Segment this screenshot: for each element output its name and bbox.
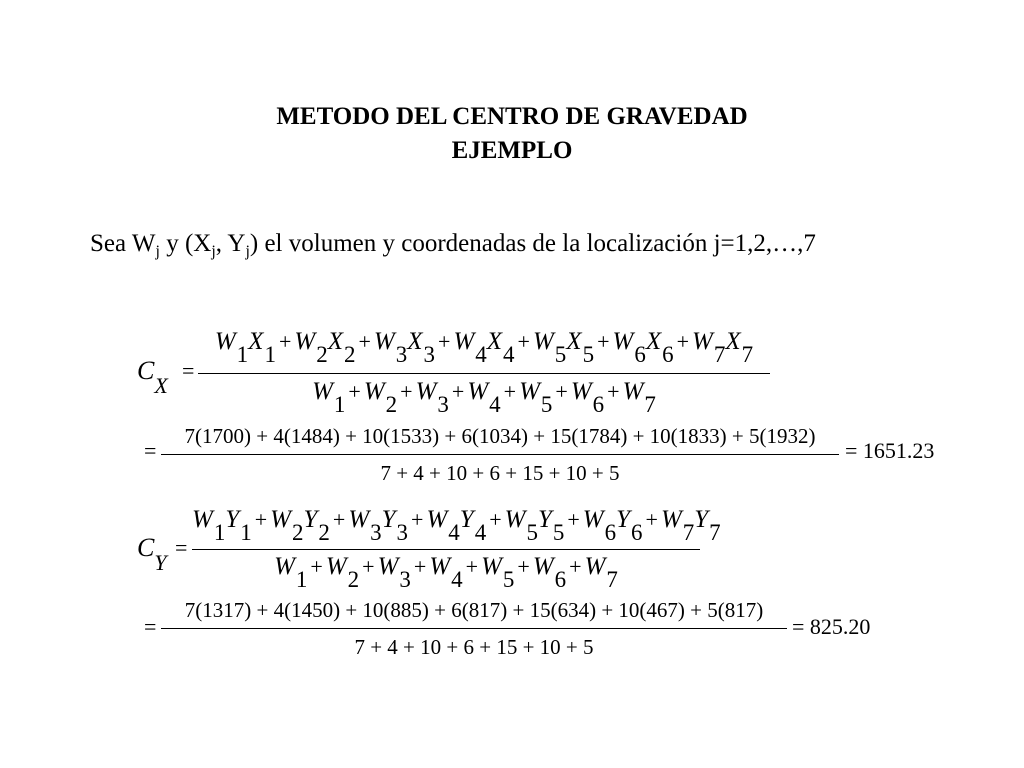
cy-denominator-term	[325, 553, 360, 592]
intro-sea: Sea W	[90, 230, 156, 257]
subscript-index: 4	[475, 342, 487, 367]
cy-denominator-term	[584, 553, 618, 592]
subscript-index: 2	[316, 342, 328, 367]
cy-denominator-term	[481, 553, 515, 592]
subscript-index: 6	[604, 520, 617, 545]
plus-sign: +	[607, 379, 620, 404]
cy-numerator-term	[504, 506, 565, 545]
plus-sign: +	[645, 507, 658, 532]
cy-numerator-term	[348, 506, 409, 545]
variable-w: W	[481, 553, 502, 580]
plus-sign: +	[569, 554, 582, 579]
subscript-index: 4	[489, 392, 501, 417]
subscript-index: 2	[343, 342, 356, 367]
subscript-index: 3	[370, 520, 382, 545]
variable-w: W	[274, 553, 295, 580]
subscript-index: 5	[552, 520, 565, 545]
subscript-index: 2	[291, 520, 304, 545]
variable-coordinate: Y	[303, 506, 318, 533]
intro-sentence	[90, 230, 816, 261]
variable-coordinate: X	[566, 328, 582, 355]
variable-coordinate: X	[645, 328, 662, 355]
variable-w: W	[584, 553, 606, 580]
plus-sign: +	[438, 329, 451, 354]
subscript-index: 3	[396, 520, 409, 545]
subscript-index: 7	[606, 567, 618, 592]
cx-equals: =	[182, 358, 195, 383]
cx-numerator-term	[692, 328, 754, 367]
intro-sub-x: j	[211, 243, 216, 260]
variable-w: W	[582, 506, 604, 533]
variable-w: W	[312, 378, 333, 405]
cx-denominator-term	[363, 378, 398, 417]
plus-sign: +	[358, 329, 371, 354]
subscript-index: 1	[264, 342, 276, 367]
cx-den-terms	[312, 378, 656, 417]
cx-denominator	[198, 378, 770, 417]
variable-w: W	[570, 378, 592, 405]
cx-denominator-term	[415, 378, 449, 417]
variable-w: W	[377, 553, 399, 580]
subscript-index: 7	[644, 392, 656, 417]
plus-sign: +	[465, 554, 479, 579]
subscript-index: 2	[347, 567, 360, 592]
variable-coordinate: X	[725, 328, 741, 355]
plus-sign: +	[567, 507, 580, 532]
subscript-index: 4	[448, 520, 460, 545]
cx-numerator-term	[532, 328, 595, 367]
cy-fraction-bar	[192, 549, 700, 550]
cx-numerator-term	[214, 328, 276, 367]
variable-coordinate: Y	[537, 506, 552, 533]
plus-sign: +	[489, 507, 502, 532]
cx-denominator-term	[622, 378, 656, 417]
cy-denominator-term	[429, 553, 463, 592]
subscript-index: 7	[682, 520, 695, 545]
subscript-index: 6	[554, 567, 567, 592]
variable-w: W	[660, 506, 682, 533]
intro-comma: , Y	[215, 230, 246, 257]
subscript-index: 1	[236, 342, 249, 367]
cy-label-c: C	[137, 533, 155, 562]
subscript-index: 5	[502, 567, 515, 592]
variable-w: W	[612, 328, 634, 355]
variable-w: W	[692, 328, 713, 355]
variable-w: W	[519, 378, 540, 405]
variable-w: W	[192, 506, 213, 533]
cy-den-terms	[274, 553, 618, 592]
plus-sign: +	[254, 507, 268, 532]
cy-den-values: 7 + 4 + 10 + 6 + 15 + 10 + 5	[354, 635, 594, 659]
subscript-index: 3	[399, 567, 411, 592]
plus-sign: +	[503, 379, 517, 404]
variable-coordinate: X	[486, 328, 503, 355]
variable-coordinate: X	[248, 328, 264, 355]
cx-denominator-term	[467, 378, 501, 417]
cx-result: = 1651.23	[845, 438, 935, 463]
cy-numeric-fraction	[161, 598, 787, 662]
cy-denominator-term	[377, 553, 411, 592]
cy-equals-2: =	[144, 614, 157, 639]
variable-w: W	[504, 506, 526, 533]
subscript-index: 5	[526, 520, 538, 545]
cy-label	[137, 533, 167, 575]
cx-numerator	[198, 328, 770, 367]
variable-w: W	[325, 553, 347, 580]
variable-w: W	[532, 553, 554, 580]
cx-label	[137, 356, 168, 398]
subscript-index: 4	[474, 520, 487, 545]
variable-w: W	[429, 553, 451, 580]
plus-sign: +	[278, 329, 292, 354]
variable-w: W	[373, 328, 395, 355]
subscript-index: 3	[423, 342, 436, 367]
subscript-index: 3	[395, 342, 408, 367]
cy-numerator-term	[426, 506, 487, 545]
cy-denominator-term	[274, 553, 308, 592]
cy-num-terms	[192, 506, 721, 545]
subscript-index: 7	[709, 520, 721, 545]
cy-denominator-term	[532, 553, 567, 592]
subscript-index: 5	[540, 392, 553, 417]
cx-num-values: 7(1700) + 4(1484) + 10(1533) + 6(1034) + 15(1784) + 10(1833) + 5(1932)	[184, 424, 816, 448]
cy-numerator	[192, 506, 721, 545]
variable-w: W	[453, 328, 475, 355]
plus-sign: +	[413, 554, 427, 579]
plus-sign: +	[348, 379, 361, 404]
variable-coordinate: Y	[459, 506, 474, 533]
plus-sign: +	[597, 329, 610, 354]
subscript-index: 3	[437, 392, 449, 417]
cy-numerator-term	[192, 506, 252, 545]
subscript-index: 1	[295, 567, 308, 592]
plus-sign: +	[310, 554, 323, 579]
subscript-index: 6	[662, 342, 674, 367]
subscript-index: 6	[634, 342, 646, 367]
cx-denominator-term	[570, 378, 605, 417]
cx-fraction-bar	[198, 373, 770, 374]
plus-sign: +	[451, 379, 465, 404]
subscript-index: 6	[631, 520, 643, 545]
plus-sign: +	[332, 507, 346, 532]
subscript-index: 7	[713, 342, 726, 367]
cy-numerator-term	[582, 506, 643, 545]
cy-label-sub: Y	[154, 550, 167, 575]
plus-sign: +	[362, 554, 375, 579]
cy-num-values: 7(1317) + 4(1450) + 10(885) + 6(817) + 15(634) + 10(467) + 5(817)	[184, 598, 764, 622]
cy-numerator-term	[270, 506, 330, 545]
variable-coordinate: Y	[225, 506, 240, 533]
cx-symbolic-fraction	[198, 328, 770, 420]
plus-sign: +	[411, 507, 424, 532]
subscript-index: 4	[451, 567, 463, 592]
variable-coordinate: X	[407, 328, 423, 355]
plus-sign: +	[517, 329, 530, 354]
plus-sign: +	[676, 329, 690, 354]
cx-numerator-term	[612, 328, 674, 367]
subscript-index: 2	[385, 392, 398, 417]
cx-den-values: 7 + 4 + 10 + 6 + 15 + 10 + 5	[380, 461, 620, 485]
variable-w: W	[214, 328, 236, 355]
cx-numeric-bar	[161, 454, 839, 455]
variable-w: W	[532, 328, 554, 355]
variable-w: W	[467, 378, 489, 405]
subscript-index: 1	[213, 520, 226, 545]
subscript-index: 7	[741, 342, 754, 367]
slide-subtitle: EJEMPLO	[451, 137, 573, 164]
cx-denominator-term	[312, 378, 346, 417]
cx-label-c: C	[137, 356, 155, 385]
subscript-index: 5	[554, 342, 567, 367]
cy-equals: =	[175, 535, 188, 560]
slide-title: METODO DEL CENTRO DE GRAVEDAD	[276, 103, 748, 130]
subscript-index: 6	[592, 392, 605, 417]
subscript-index: 5	[582, 342, 595, 367]
subscript-index: 1	[240, 520, 252, 545]
subscript-index: 2	[318, 520, 330, 545]
variable-coordinate: Y	[381, 506, 396, 533]
variable-w: W	[415, 378, 437, 405]
cx-numerator-term	[294, 328, 356, 367]
plus-sign: +	[400, 379, 413, 404]
cy-numeric-bar	[161, 628, 787, 629]
variable-w: W	[426, 506, 448, 533]
cy-denominator	[192, 553, 700, 592]
intro-y: y (X	[159, 230, 212, 257]
intro-sub-w: j	[155, 243, 160, 260]
variable-w: W	[348, 506, 370, 533]
cx-label-sub: X	[154, 373, 168, 398]
cy-numerator-term	[660, 506, 721, 545]
variable-w: W	[270, 506, 291, 533]
cx-numerator-term	[373, 328, 436, 367]
variable-coordinate: X	[327, 328, 343, 355]
cy-result: = 825.20	[792, 614, 871, 639]
cx-equals-2: =	[144, 438, 157, 463]
plus-sign: +	[517, 554, 530, 579]
variable-coordinate: Y	[694, 506, 709, 533]
subscript-index: 4	[503, 342, 515, 367]
variable-coordinate: Y	[616, 506, 631, 533]
subscript-index: 1	[333, 392, 346, 417]
cy-symbolic-fraction	[192, 506, 721, 598]
cx-numeric-fraction	[161, 424, 839, 488]
intro-rest: ) el volumen y coordenadas de la localización j=1,2,…,7	[249, 230, 816, 257]
variable-w: W	[622, 378, 644, 405]
cx-numerator-term	[453, 328, 515, 367]
intro-sub-y: j	[245, 243, 250, 260]
cx-num-terms	[214, 328, 754, 367]
plus-sign: +	[555, 379, 568, 404]
cx-denominator-term	[519, 378, 553, 417]
variable-w: W	[294, 328, 316, 355]
variable-w: W	[363, 378, 385, 405]
